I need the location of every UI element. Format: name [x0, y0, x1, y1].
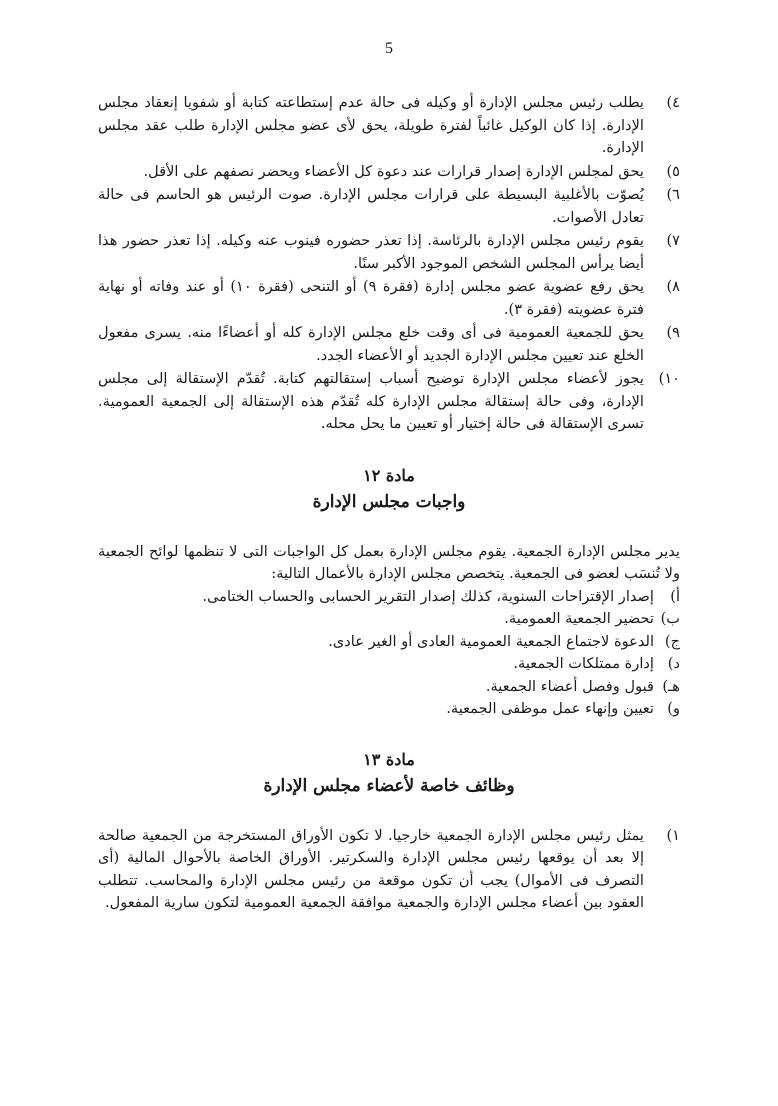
article-12-title: مادة ١٢ [363, 465, 415, 485]
list-item [98, 698, 680, 721]
clause-text: يُصوّت بالأغلبية البسيطة على قرارات مجلس الإدارة. صوت الرئيس هو الحاسم فى حالة تعادل الأصوات. [98, 186, 644, 226]
clause-item [98, 230, 680, 275]
clause-text: يحق للجمعية العمومية فى أى وقت خلع مجلس الإدارة كله أو أعضاءًا منه. يسرى مفعول الخلع عند تعيين مجلس الإدارة الجديد أو الأعضاء الجدد. [98, 324, 644, 364]
list-text: قبول وفصل أعضاء الجمعية. [485, 677, 654, 695]
clause-item [98, 161, 680, 184]
article-11-items [98, 92, 680, 436]
clause-text: يمثل رئيس مجلس الإدارة الجمعية خارجيا. لا تكون الأوراق المستخرجة من الجمعية صالحة إلا بعد أن يوقعها رئيس مجلس الإدارة والسكرتير. الأوراق الخاصة بالأحوال المالية (أى التصرف فى الأموال) يجب أن تكون موقعة من رئيس مجلس الإدارة والمحاسب. تتطلب العقود بين أعضاء مجلس الإدارة والجمعية موافقة الجمعية العمومية لتكون سارية المفعول. [98, 826, 644, 911]
article-13-title: مادة ١٣ [363, 749, 415, 769]
list-text: الدعوة لاجتماع الجمعية العمومية العادى أو الغير عادى. [328, 632, 654, 650]
clause-item [98, 184, 680, 229]
clause-text: يجوز لأعضاء مجلس الإدارة توضيح أسباب إستقالتهم كتابة. تُقدّم الإستقالة إلى مجلس الإدارة، وفى حالة إستقالة مجلس الإدارة كله تُقدّم هذه الإستقالة إلى الجمعية العمومية. تسرى الإستقالة فى حالة إختيار أو تعيين ما يحل محله. [98, 370, 644, 432]
list-item [98, 676, 680, 699]
clause-number: ٧) [666, 232, 680, 249]
list-letter: د) [667, 655, 680, 672]
document-body [98, 92, 680, 916]
article-13-subtitle: وظائف خاصة لأعضاء مجلس الإدارة [263, 775, 515, 796]
list-item [98, 608, 680, 631]
list-item [98, 653, 680, 676]
list-letter: ب) [660, 610, 680, 627]
list-text: إصدار الإقتراحات السنوية، كذلك إصدار التقرير الحسابى والحساب الختامى. [202, 587, 654, 605]
article-12-intro: يدير مجلس الإدارة الجمعية. يقوم مجلس الإدارة بعمل كل الواجبات التى لا تنظمها لوائح الجمعية ولا تُنسَب لعضو فى الجمعية. يتخصص مجلس الإدارة بالأعمال التالية: [98, 542, 680, 582]
clause-number: ٩) [666, 324, 680, 341]
clause-item [98, 368, 680, 436]
clause-text: يقوم رئيس مجلس الإدارة بالرئاسة. إذا تعذر حضوره فينوب عنه وكيله. إذا تعذر حضور هذا أيضا يرأس المجلس الشخص الموجود الأكبر سنًا. [98, 232, 644, 272]
clause-number: ١٠) [658, 370, 680, 387]
list-text: تحضير الجمعية العمومية. [504, 610, 654, 627]
clause-text: يحق رفع عضوية عضو مجلس إدارة (فقرة ٩) أو التنحى (فقرة ١٠) أو عند وفاته أو نهاية فترة عضويته (فقرة ٣). [98, 278, 645, 318]
page-number: 5 [385, 40, 393, 57]
clause-item [98, 322, 680, 367]
clause-number: ٨) [666, 278, 680, 295]
clause-number: ٦) [666, 186, 680, 203]
list-letter: هـ) [662, 677, 680, 695]
list-text: تعيين وإنهاء عمل موظفى الجمعية. [446, 700, 654, 717]
clause-item [98, 92, 680, 160]
clause-number: ٤) [666, 94, 680, 111]
list-item [98, 586, 680, 609]
clause-text: يطلب رئيس مجلس الإدارة أو وكيله فى حالة عدم إستطاعته كتابة أو شفويا إنعقاد مجلس الإدارة. إذا كان الوكيل غائباً لفترة طويلة، يحق لأى عضو مجلس الإدارة طلب عقد مجلس الإدارة. [98, 94, 644, 156]
list-text: إدارة ممتلكات الجمعية. [513, 655, 654, 672]
clause-item [98, 276, 680, 321]
article-13-items [98, 825, 680, 915]
clause-number: ١) [666, 826, 680, 844]
list-letter: ج) [664, 632, 680, 650]
article-12-subtitle: واجبات مجلس الإدارة [312, 491, 466, 512]
clause-text: يحق لمجلس الإدارة إصدار قرارات عند دعوة كل الأعضاء ويحضر نصفهم على الأقل. [143, 162, 644, 180]
clause-number: ٥) [666, 162, 680, 180]
article-12-list [98, 586, 680, 721]
clause-item [98, 825, 680, 915]
list-item [98, 631, 680, 654]
list-letter: و) [667, 700, 680, 717]
list-letter: أ) [670, 587, 680, 605]
